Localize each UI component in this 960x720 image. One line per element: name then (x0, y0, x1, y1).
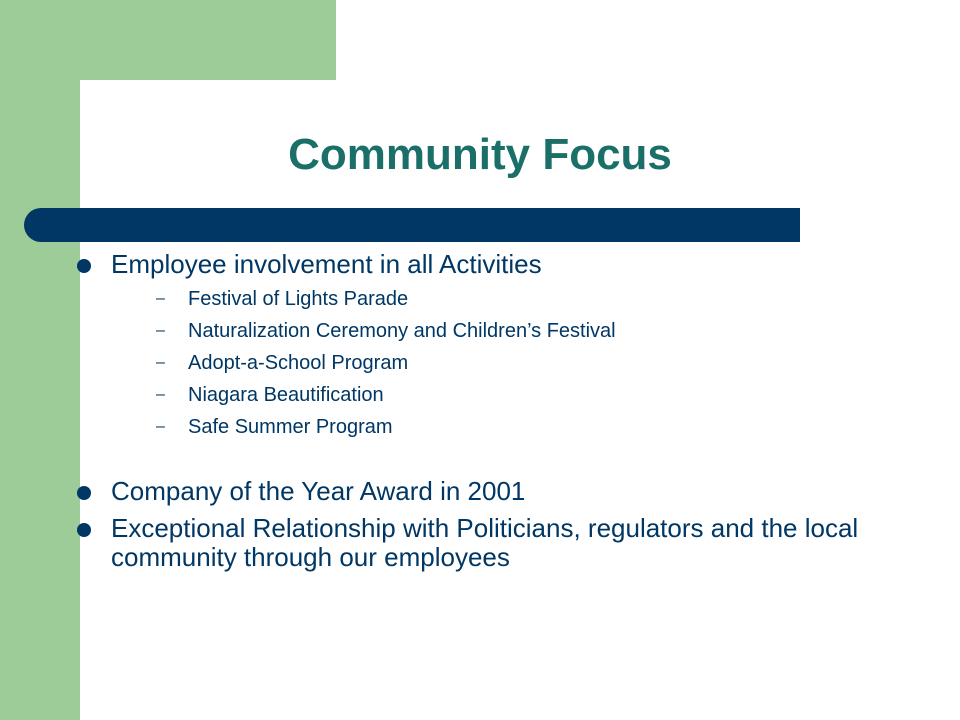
bullet-item (76, 514, 926, 572)
accent-left-bar (0, 0, 80, 720)
sub-bullet-text: Safe Summer Program (188, 416, 393, 438)
sub-bullet-item (111, 319, 926, 351)
bullet-text: Employee involvement in all Activities (111, 249, 542, 279)
title-underline-bar (24, 208, 800, 242)
bullet-item (76, 477, 926, 506)
sub-bullet-text: Naturalization Ceremony and Children’s Festival (188, 320, 616, 342)
dash-icon: – (156, 386, 165, 403)
accent-top-block (0, 0, 336, 80)
dash-icon: – (156, 418, 165, 435)
bullet-dot-icon (77, 259, 91, 273)
sub-bullet-item (111, 351, 926, 383)
bullet-text: Exceptional Relationship with Politicians, regulators and the local community through our employees (111, 513, 859, 572)
sub-bullet-item (111, 383, 926, 415)
bullet-dot-icon (77, 486, 91, 500)
bullet-list (76, 250, 926, 572)
sub-bullet-item (111, 415, 926, 447)
bullet-item (76, 250, 926, 447)
sub-bullet-text: Festival of Lights Parade (188, 288, 409, 310)
sub-bullet-text: Adopt-a-School Program (188, 352, 409, 374)
dash-icon: – (156, 322, 165, 339)
bullet-dot-icon (77, 523, 91, 537)
sub-bullet-list (111, 287, 926, 447)
dash-icon: – (156, 354, 165, 371)
bullet-text: Company of the Year Award in 2001 (111, 476, 526, 506)
dash-icon: – (156, 290, 165, 307)
sub-bullet-text: Niagara Beautification (188, 384, 384, 406)
spacer (76, 447, 926, 477)
slide-title: Community Focus (288, 130, 672, 179)
sub-bullet-item (111, 287, 926, 319)
